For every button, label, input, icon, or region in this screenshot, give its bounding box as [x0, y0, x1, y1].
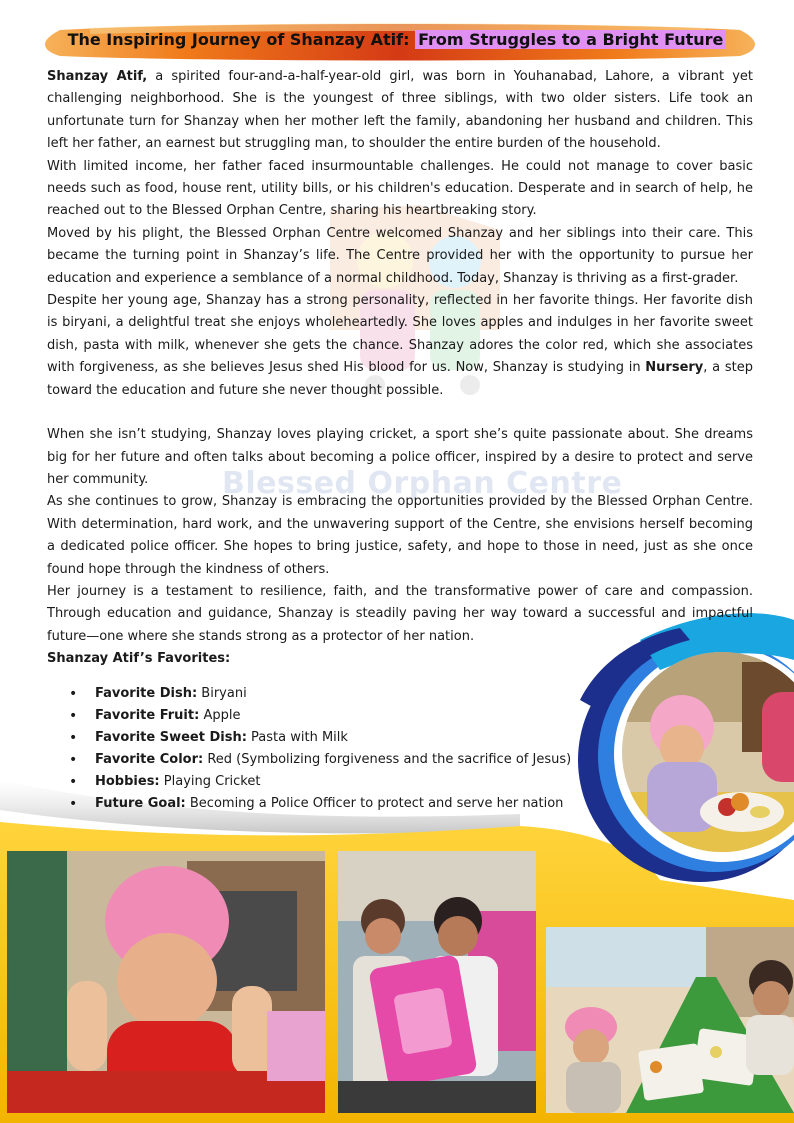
favorite-item: • Future Goal: Becoming a Police Officer to protect and serve her nation [47, 793, 753, 815]
favorite-item: • Hobbies: Playing Cricket [47, 771, 753, 793]
paragraph-2: With limited income, her father faced insurmountable challenges. He could not manage to cover basic needs such as food, house rent, utility bills, or his children's education. Desperate and in search of help, he reached out to the Blessed Orphan Centre, sharing his heartbreaking story. [47, 158, 753, 219]
favorite-item: • Favorite Dish: Biryani [47, 683, 753, 705]
paragraph-6: As she continues to grow, Shanzay is embracing the opportunities provided by the Blessed Orphan Centre. With determination, hard work, and the unwavering support of the Centre, she envisions herself becoming a dedicated police officer. She hopes to bring justice, safety, and hope to those in need, just as she once found hope through the kindness of others. [47, 494, 753, 577]
paragraph-7: Her journey is a testament to resilience, faith, and the transformative power of care and compassion. Through education and guidance, Shanzay is steadily paving her way toward a successful and impactful future—one where she stands strong as a protector of her nation. [47, 583, 753, 644]
favorite-item: • Favorite Fruit: Apple [47, 705, 753, 727]
child-name: Shanzay Atif, [47, 69, 148, 84]
paragraph-4: Despite her young age, Shanzay has a strong personality, reflected in her favorite things. Her favorite dish is biryani, a delightful treat she enjoys wholeheartedly. She loves apples and indulges in her favorite sweet dish, pasta with milk, whenever she gets the chance. Shanzay adores the color red, which she associates with forgiveness, as she believes Jesus shed His blood for us. Now, Shanzay is studying in Nursery, a step toward the education and future she never thought possible. [47, 293, 753, 398]
favorite-item: • Favorite Color: Red (Symbolizing forgiveness and the sacrifice of Jesus) [47, 749, 753, 771]
photo-boy-with-toy [338, 851, 536, 1113]
favorite-item: • Favorite Sweet Dish: Pasta with Milk [47, 727, 753, 749]
title-part2-highlighted: From Struggles to a Bright Future [415, 30, 726, 49]
paragraph-3: Moved by his plight, the Blessed Orphan Centre welcomed Shanzay and her siblings into their care. This became the turning point in Shanzay’s life. The Centre provided her with the opportunity to pursue her education and experience a semblance of a normal childhood. Today, Shanzay is thriving as a first-grader. [47, 225, 753, 286]
paragraph-5: When she isn’t studying, Shanzay loves playing cricket, a sport she’s quite passionate about. She dreams big for her future and often talks about becoming a police officer, inspired by a desire to protect and serve her community. [47, 427, 753, 487]
photo-girl-praying [7, 851, 325, 1113]
photo-children-meal [546, 927, 794, 1113]
favorites-heading: Shanzay Atif’s Favorites: [47, 651, 231, 667]
watermark-text: Blessed Orphan Centre [222, 466, 623, 501]
paragraph-1: Shanzay Atif, a spirited four-and-a-half-year-old girl, was born in Youhanabad, Lahore, a vibrant yet challenging neighborhood. She is the youngest of three siblings, with two older sisters. Life took an unfortunate turn for Shanzay when her mother left the family, abandoning her husband and children. This left her father, an earnest but struggling man, to shoulder the entire burden of the household. [47, 69, 753, 152]
title-part1: The Inspiring Journey of Shanzay Atif: [67, 30, 410, 49]
page-title [0, 30, 794, 49]
class-level: Nursery [645, 360, 704, 376]
